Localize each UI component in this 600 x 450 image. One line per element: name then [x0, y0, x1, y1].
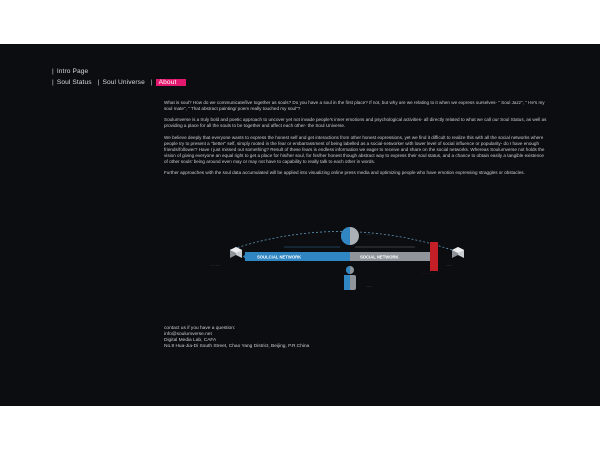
about-text	[164, 100, 547, 182]
contact-intro: contact us if you have a question:	[164, 326, 236, 331]
red-caption: ........ ........	[422, 271, 436, 275]
nav-divider: |	[52, 68, 54, 75]
about-paragraph: Soulumverse is a truly bold and poetic approach to uncover yet not invade people's inner emotions and psychological activities- all directly related to what we call our Soul Status, as well as providing a place for all the souls to be together and affect each other- the Soul Universe.	[164, 117, 547, 129]
soulcial-label: SOULCIAL NETWORK	[257, 254, 302, 260]
right-caption: .......	[446, 263, 452, 267]
contact-address: No.8 Hua-Jia-Di South Street, Chao Yang District, Beijing, P.R.China	[164, 344, 310, 349]
contact-org: Digital Media Lab, CAFA	[164, 338, 217, 343]
about-paragraph: We believe deeply that everyone wants to express the honest self and get interactions from other honest expressions, yet we find it difficult to realize this with all the social networks where people try to present a "better" self, simply rooted in the fear or embarrassment of being labelled as a social-networker with lower level of social influence or popularity- do I have enough friends/follower? Have I just missed out something? Result of these fears is endless information we eager to receive and share on the social networks. Whereas Soulumverse not holds the vision of giving everyone an equal right to get a place for his/her soul, for his/her honest though abstract way to express their soul status, and a chance to obtain easily a tangible existence of other souls' being around even may or may not have to capability to really talk to each other in words.	[164, 134, 545, 165]
person-bottom-icon	[344, 266, 356, 290]
contact-block	[164, 326, 309, 350]
nav-divider: |	[150, 79, 153, 86]
social-label: SOCIAL NETWORK	[360, 254, 399, 260]
left-box-icon	[230, 247, 242, 258]
person-top-icon	[341, 227, 359, 245]
network-diagram	[200, 225, 480, 301]
bottom-caption: .......	[366, 284, 372, 288]
about-paragraph: Further approaches with the soul data accumulated will be applied into visualizing online press media and optimizing people who have emotion expressing straggles or obstacles.	[164, 170, 525, 176]
top-caption: .......	[366, 232, 372, 236]
nav-intro-page[interactable]: Intro Page	[56, 68, 89, 75]
nav-row-main	[52, 79, 192, 86]
nav-about[interactable]: About	[156, 79, 187, 86]
diagram-arc	[230, 232, 452, 251]
nav-soul-universe[interactable]: Soul Universe	[102, 79, 145, 86]
nav-soul-status[interactable]: Soul Status	[56, 79, 92, 86]
nav-divider: |	[97, 79, 100, 86]
red-bar	[430, 242, 438, 271]
nav-row-top	[52, 68, 94, 75]
about-paragraph: What is soul? How do we communicate/live together as souls? Do you have a soul in the first place? If not, but why are we relating to it when we express ourselves- " Soul Jazz", " He's my soul mate", " That abstract painting/ poem really touched my soul"?	[164, 100, 545, 112]
contact-email[interactable]: info@soulumverse.net	[164, 332, 212, 337]
nav-divider: |	[52, 79, 54, 86]
right-box-icon	[452, 247, 464, 258]
left-caption: .. ... .....	[210, 263, 221, 267]
